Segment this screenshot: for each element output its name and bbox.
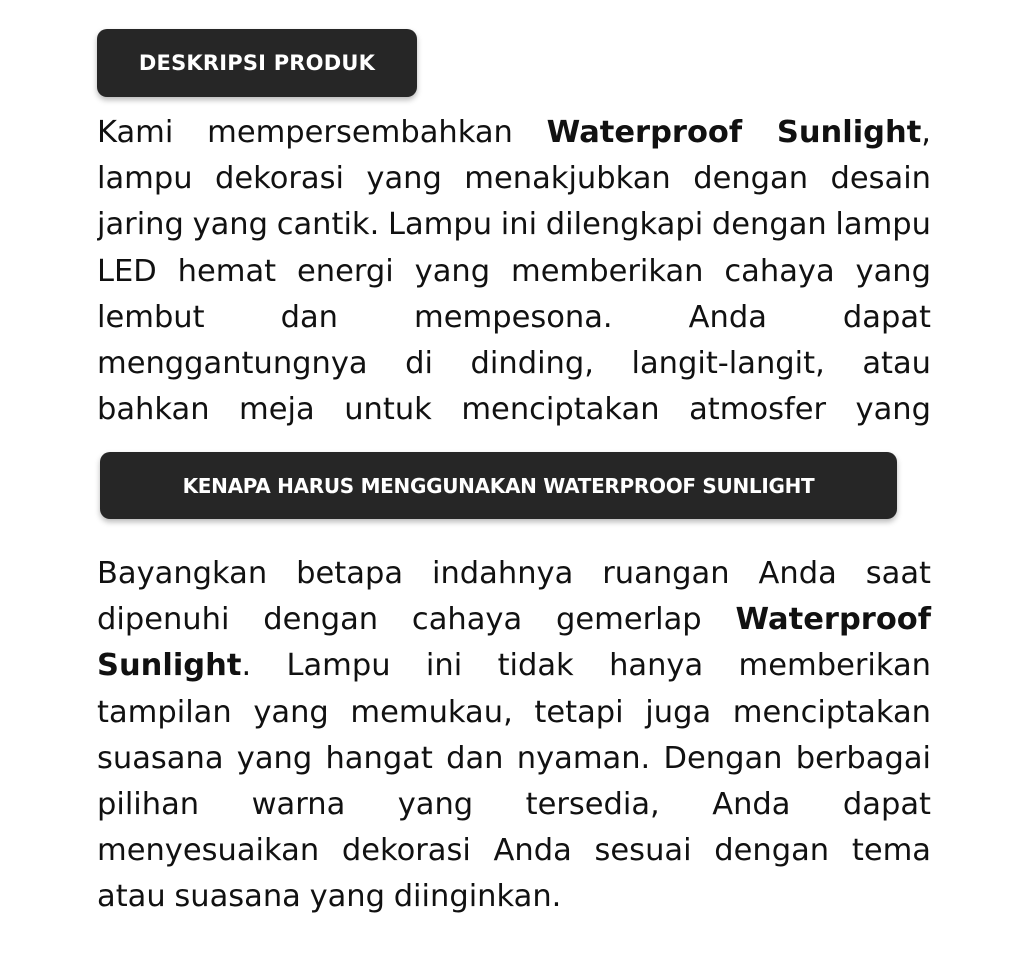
paragraph-text: . Lampu ini tidak hanya memberikan tampilan yang memukau, tetapi juga menciptakan suasana yang hangat dan nyaman. Dengan berbagai pilihan warna yang tersedia, Anda dapat menyesuaikan dekorasi Anda sesuai dengan tema atau suasana yang diinginkan. <box>97 648 931 915</box>
section-heading-deskripsi-produk: DESKRIPSI PRODUK <box>97 29 417 97</box>
product-name-bold: Waterproof Sunlight <box>97 602 931 684</box>
paragraph-deskripsi-produk <box>97 110 931 432</box>
paragraph-text: , lampu dekorasi yang menakjubkan dengan desain jaring yang cantik. Lampu ini dilengkapi dengan lampu LED hemat energi yang memberikan cahaya yang lembut dan mempesona. Anda dapat menggantungnya di dinding, langit-langit, atau bahkan meja untuk menciptakan atmosfer yang <box>97 115 931 428</box>
product-name-bold: Waterproof Sunlight <box>546 115 922 150</box>
paragraph-text: Kami mempersembahkan <box>97 115 547 150</box>
section-heading-kenapa-harus: KENAPA HARUS MENGGUNAKAN WATERPROOF SUNLIGHT <box>100 452 897 519</box>
paragraph-text: Bayangkan betapa indahnya ruangan Anda saat dipenuhi dengan cahaya gemerlap <box>97 556 931 638</box>
paragraph-kenapa-harus <box>97 551 931 921</box>
